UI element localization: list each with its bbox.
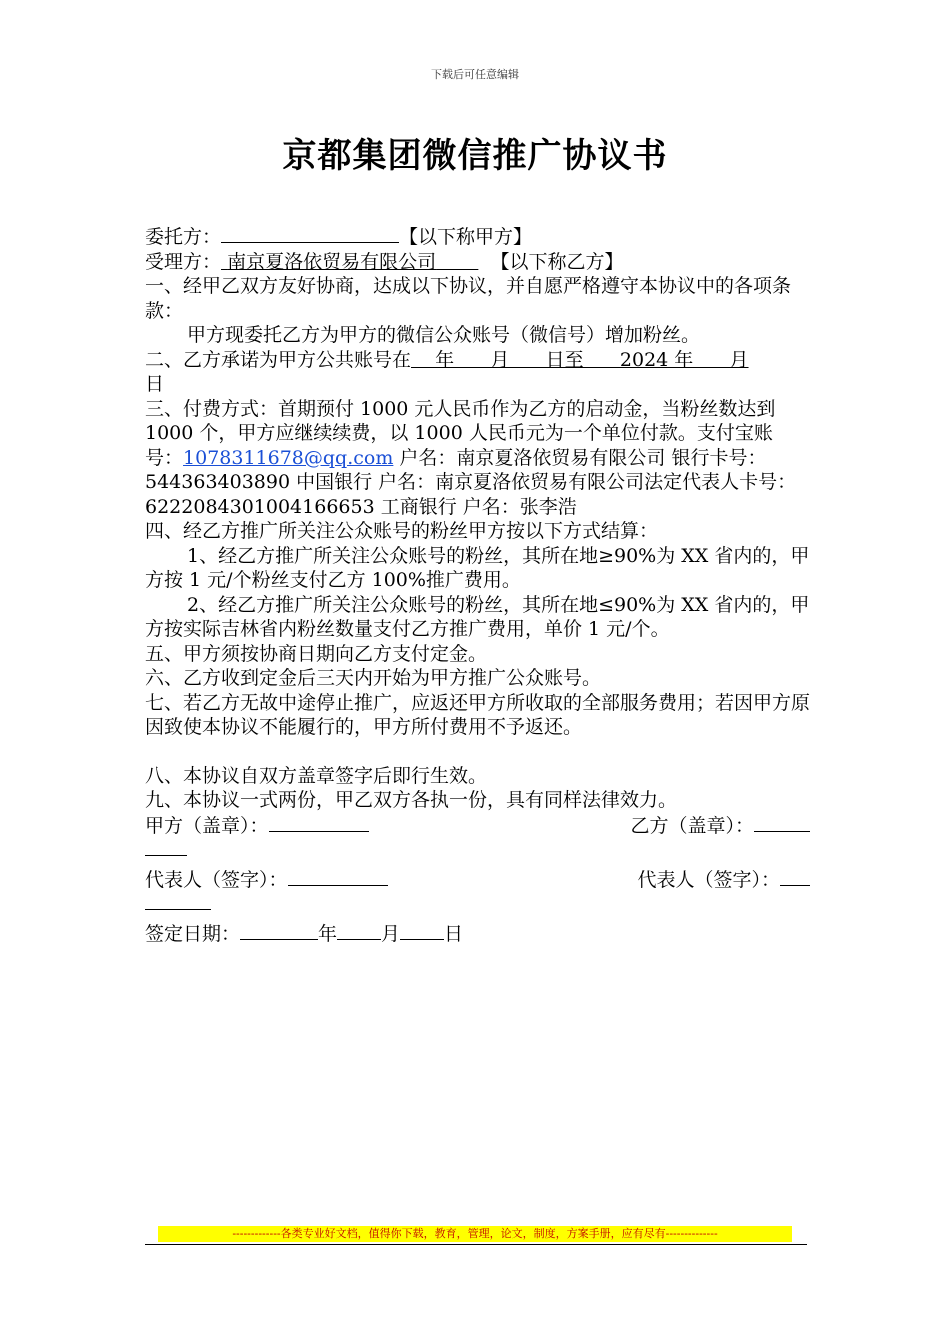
signing-date: 签定日期： 年 月 日 <box>145 922 464 945</box>
clause-4-item-1: 1、经乙方推广所关注公众账号的粉丝，其所在地≥90%为 XX 省内的，甲方按 1 元/个粉丝支付乙方 100%推广费用。 <box>145 544 810 591</box>
date-label: 签定日期： <box>145 922 241 945</box>
rep-a-signature-blank[interactable] <box>288 867 388 886</box>
rep-a-label: 代表人（签字）： <box>145 868 288 891</box>
rep-b-label: 代表人（签字）： <box>637 868 780 891</box>
agent-suffix: 【以下称乙方】 <box>490 250 624 273</box>
alipay-email-link[interactable]: 1078311678@qq.com <box>183 446 394 469</box>
party-b-seal-blank[interactable] <box>754 813 810 832</box>
representative-continuation <box>145 892 810 917</box>
clause-7: 七、若乙方无故中途停止推广，应返还甲方所收取的全部服务费用；若因甲方原因致使本协议不能履行的，甲方所付费用不予返还。 <box>145 691 811 738</box>
header-note: 下载后可任意编辑 <box>431 68 519 81</box>
clause-3: 三、付费方式：首期预付 1000 元人民币作为乙方的启动金，当粉丝数达到 1000 个，甲方应继续续费，以 1000 人民币元为一个单位付款。支付宝账号：1078311678@qq.com 户名：南京夏洛依贸易有限公司 银行卡号：544363403890 中国银行 户名：南京夏洛依贸易有限公司法定代表人卡号：6222084301004166653 工商银行 户名：张李浩 <box>145 397 797 518</box>
rep-b-signature-blank[interactable] <box>780 867 810 886</box>
clause-1: 一、经甲乙双方友好协商，达成以下协议，并自愿严格遵守本协议中的各项条款： <box>145 275 792 322</box>
footer-divider <box>145 1244 807 1245</box>
principal-label: 委托方： <box>145 226 222 248</box>
agent-label: 受理方： <box>145 250 222 273</box>
clause-1-detail: 甲方现委托乙方为甲方的微信公众账号（微信号）增加粉丝。 <box>187 324 701 346</box>
representative-row <box>145 867 810 893</box>
seal-continuation <box>145 838 810 863</box>
date-month-blank[interactable] <box>337 921 381 940</box>
clause-2: 二、乙方承诺为甲方公共账号在 年 月 日至 2024 年 月 日 <box>145 348 749 395</box>
document-title: 京都集团微信推广协议书 <box>282 136 668 176</box>
clause-6: 六、乙方收到定金后三天内开始为甲方推广公众账号。 <box>145 667 602 689</box>
clause-5: 五、甲方须按协商日期向乙方支付定金。 <box>145 642 488 665</box>
footer-banner: -------------各类专业好文档，值得你下载，教育，管理，论文，制度，方案手册，应有尽有-------------- <box>158 1226 792 1242</box>
party-b-seal-label: 乙方（盖章）： <box>630 814 754 837</box>
clause-9: 九、本协议一式两份，甲乙双方各执一份，具有同样法律效力。 <box>145 789 678 811</box>
principal-line <box>145 224 810 250</box>
clause-4: 四、经乙方推广所关注公众账号的粉丝甲方按以下方式结算： <box>145 520 659 542</box>
clause-2-dates: 年 月 日至 2024 年 月 <box>411 348 749 371</box>
clause-8: 八、本协议自双方盖章签字后即行生效。 <box>145 764 488 787</box>
party-a-seal-blank[interactable] <box>269 813 369 832</box>
principal-name-blank[interactable] <box>221 224 399 243</box>
spacer <box>145 740 810 764</box>
clause-4-item-2: 2、经乙方推广所关注公众账号的粉丝，其所在地≤90%为 XX 省内的，甲方按实际吉林省内粉丝数量支付乙方推广费用，单价 1 元/个。 <box>145 593 810 640</box>
seal-row <box>145 813 810 839</box>
date-day-blank[interactable] <box>400 921 444 940</box>
principal-suffix: 【以下称甲方】 <box>399 226 533 248</box>
agent-line <box>145 250 810 275</box>
agreement-body <box>145 224 810 946</box>
date-year-blank[interactable] <box>240 921 318 940</box>
agent-name: 南京夏洛依贸易有限公司 <box>227 250 437 273</box>
party-a-seal-label: 甲方（盖章）： <box>145 814 269 837</box>
